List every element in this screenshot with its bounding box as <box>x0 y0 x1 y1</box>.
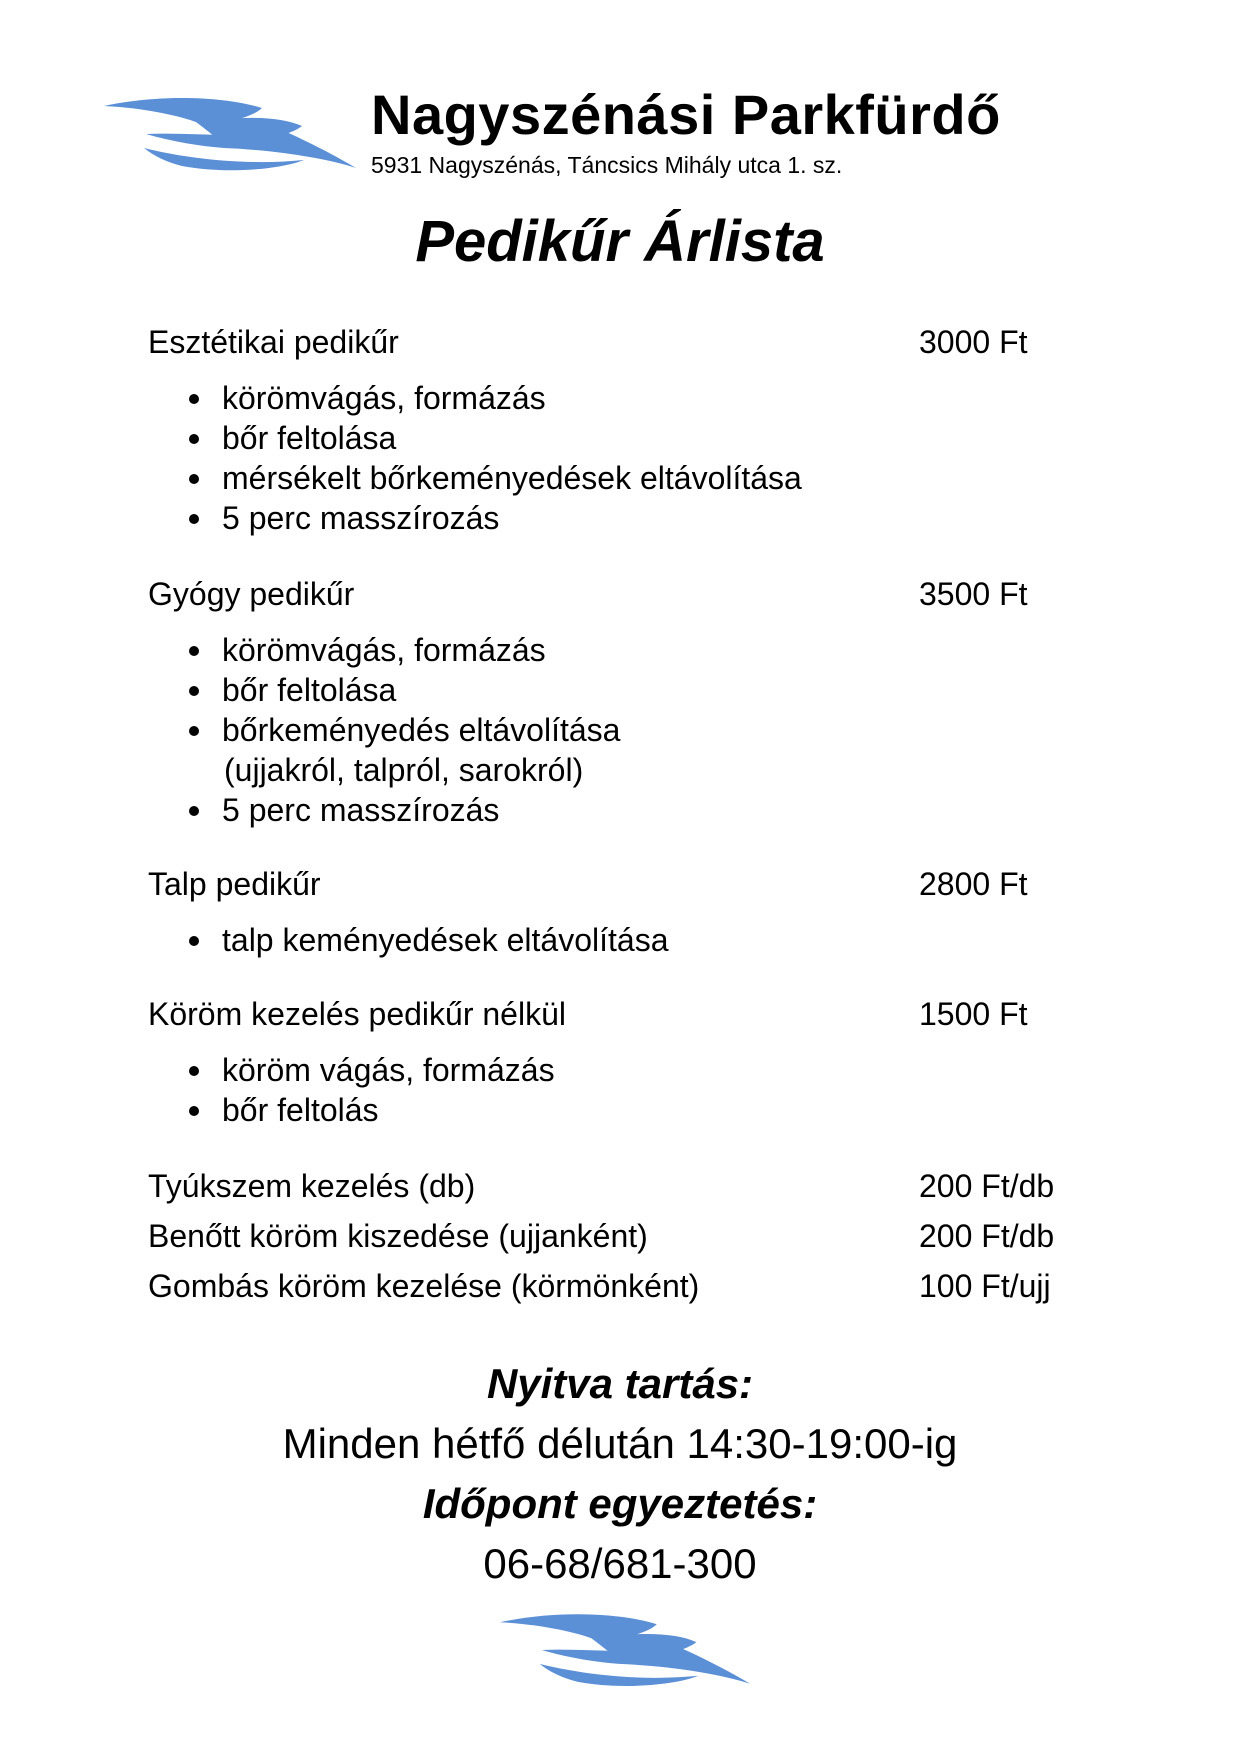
service-items-list <box>0 1050 555 1130</box>
list-item: köröm vágás, formázás <box>0 1050 555 1090</box>
service-name: Talp pedikűr <box>148 866 321 902</box>
extra-service-price: 200 Ft/db <box>919 1218 1055 1254</box>
service-price: 3500 Ft <box>919 576 1028 612</box>
list-item: bőr feltolás <box>0 1090 555 1130</box>
extra-service-price: 100 Ft/ujj <box>919 1268 1051 1304</box>
list-item-continuation: (ujjakról, talpról, sarokról) <box>224 752 584 788</box>
list-item: körömvágás, formázás <box>0 630 620 670</box>
organization-address: 5931 Nagyszénás, Táncsics Mihály utca 1. sz. <box>371 152 843 178</box>
list-item: körömvágás, formázás <box>0 378 802 418</box>
service-name: Esztétikai pedikűr <box>148 324 399 360</box>
list-item: bőr feltolása <box>0 670 620 710</box>
appointment-heading: Időpont egyeztetés: <box>422 1480 818 1527</box>
list-item: 5 perc masszírozás <box>0 498 802 538</box>
list-item: mérsékelt bőrkeményedések eltávolítása <box>0 458 802 498</box>
waves-logo-icon <box>500 1612 750 1688</box>
list-item: 5 perc masszírozás <box>0 790 620 830</box>
service-items-list <box>0 630 620 830</box>
service-price: 1500 Ft <box>919 996 1028 1032</box>
list-item: bőr feltolása <box>0 418 802 458</box>
list-item <box>0 710 620 790</box>
extra-service-name: Tyúkszem kezelés (db) <box>148 1168 476 1204</box>
opening-hours-heading: Nyitva tartás: <box>486 1360 754 1407</box>
service-price: 2800 Ft <box>919 866 1028 902</box>
waves-logo-icon <box>104 96 356 172</box>
service-name: Gyógy pedikűr <box>148 576 355 612</box>
appointment-phone: 06-68/681-300 <box>483 1540 757 1587</box>
opening-hours-text: Minden hétfő délután 14:30-19:00-ig <box>282 1420 958 1467</box>
extra-service-name: Benőtt köröm kiszedése (ujjanként) <box>148 1218 648 1254</box>
list-item-text: bőrkeményedés eltávolítása <box>222 712 621 748</box>
organization-name: Nagyszénási Parkfürdő <box>371 83 1001 146</box>
service-items-list <box>0 378 802 538</box>
service-price: 3000 Ft <box>919 324 1028 360</box>
list-item: talp keményedések eltávolítása <box>0 920 668 960</box>
service-name: Köröm kezelés pedikűr nélkül <box>148 996 566 1032</box>
extra-service-name: Gombás köröm kezelése (körmönként) <box>148 1268 700 1304</box>
page-title: Pedikűr Árlista <box>415 209 825 274</box>
service-items-list <box>0 920 668 960</box>
extra-service-price: 200 Ft/db <box>919 1168 1055 1204</box>
